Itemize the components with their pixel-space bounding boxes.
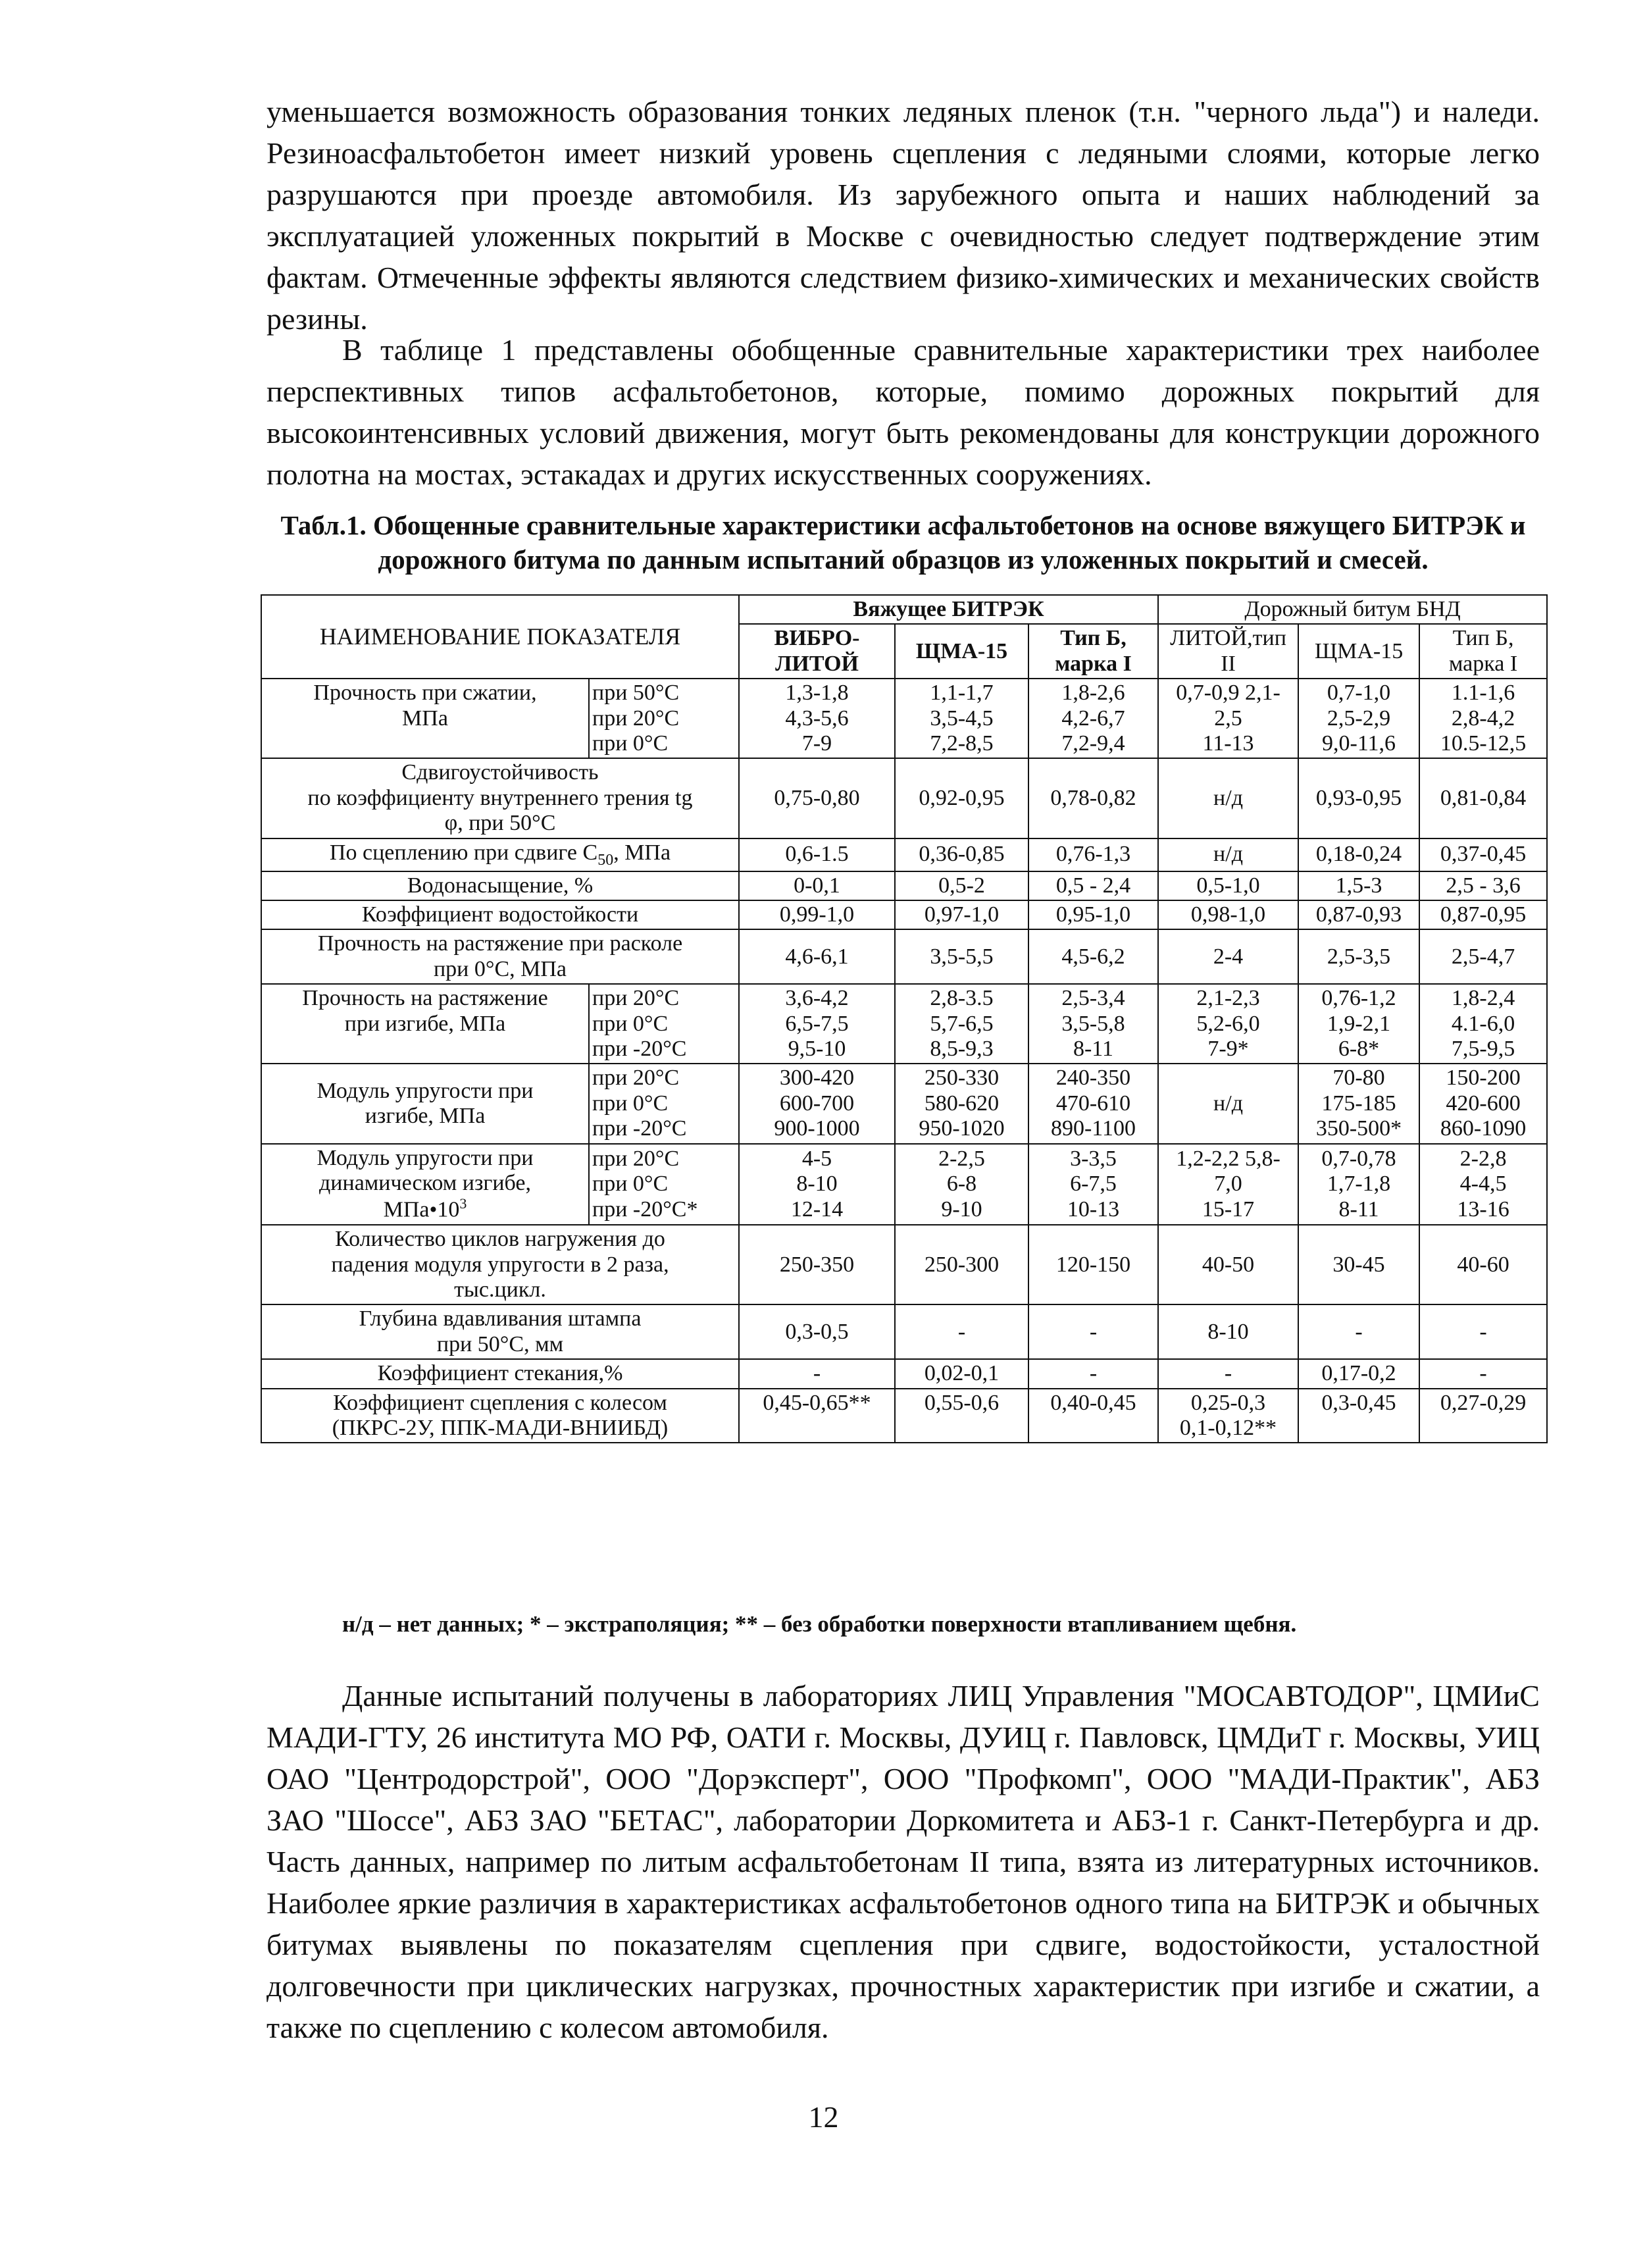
table-row <box>261 1144 1547 1225</box>
table-cell: - <box>1158 1359 1298 1388</box>
table-cell: 0,99-1,0 <box>739 900 895 929</box>
row-label: Количество циклов нагружения до падения модуля упругости в 2 раза, тыс.цикл. <box>261 1225 739 1304</box>
table-cell: 0,37-0,45 <box>1419 838 1547 871</box>
table-row <box>261 1064 1547 1143</box>
table-cell: 1,2-2,2 5,8- 7,0 15-17 <box>1158 1144 1298 1225</box>
table-cell: 300-420 600-700 900-1000 <box>739 1064 895 1143</box>
table-row <box>261 984 1547 1064</box>
table-cell: 2-2,8 4-4,5 13-16 <box>1419 1144 1547 1225</box>
table-row <box>261 758 1547 838</box>
table-cell: 150-200 420-600 860-1090 <box>1419 1064 1547 1143</box>
table-row <box>261 900 1547 929</box>
row-conditions: при 20°С при 0°С при -20°С <box>589 984 739 1064</box>
row-conditions: при 20°С при 0°С при -20°С <box>589 1064 739 1143</box>
header-shma15-bnd: ЩМА-15 <box>1298 624 1419 679</box>
table-cell: 2,5-3,5 <box>1298 929 1419 984</box>
table-cell: - <box>1028 1304 1158 1359</box>
table-cell: 0,6-1.5 <box>739 838 895 871</box>
row-label: Водонасыщение, % <box>261 871 739 900</box>
table-cell: 40-60 <box>1419 1225 1547 1304</box>
table-cell: 0,3-0,45 <box>1298 1389 1419 1443</box>
table-cell: 120-150 <box>1028 1225 1158 1304</box>
table-cell: - <box>895 1304 1028 1359</box>
row-label: По сцеплению при сдвиге $С_{50}$, МПа <box>261 838 739 871</box>
table-row <box>261 871 1547 900</box>
table-cell: 0,76-1,2 1,9-2,1 6-8* <box>1298 984 1419 1064</box>
table-cell: 1,5-3 <box>1298 871 1419 900</box>
table-cell: - <box>1298 1304 1419 1359</box>
table-cell: 0,7-1,0 2,5-2,9 9,0-11,6 <box>1298 679 1419 758</box>
table-cell: 4,5-6,2 <box>1028 929 1158 984</box>
table-cell: н/д <box>1158 758 1298 838</box>
row-label: Коэффициент сцепления с колесом (ПКРС-2У, ППК-МАДИ-ВНИИБД) <box>261 1389 739 1443</box>
paragraph-table-intro: В таблице 1 представлены обобщенные сравнительные характеристики трех наиболее перспективных типов асфальтобетонов, которые, помимо дорожных покрытий для высокоинтенсивных условий движения, могут быть рекомендованы для конструкции дорожного полотна на мостах, эстакадах и других искусственных сооружениях. <box>266 333 1540 491</box>
table-cell: 0,17-0,2 <box>1298 1359 1419 1388</box>
table-row <box>261 679 1547 758</box>
header-group-bitrek: Вяжущее БИТРЭК <box>739 595 1158 624</box>
table-cell: 0,95-1,0 <box>1028 900 1158 929</box>
row-conditions: при 50°С при 20°С при 0°С <box>589 679 739 758</box>
table-cell: 70-80 175-185 350-500* <box>1298 1064 1419 1143</box>
row-label: Прочность на растяжение при изгибе, МПа <box>261 984 589 1064</box>
table-cell: 0,98-1,0 <box>1158 900 1298 929</box>
table-cell: 3,6-4,2 6,5-7,5 9,5-10 <box>739 984 895 1064</box>
table-cell: - <box>1419 1304 1547 1359</box>
table-row <box>261 838 1547 871</box>
table-cell: 0,3-0,5 <box>739 1304 895 1359</box>
table-cell: 2,8-3.5 5,7-6,5 8,5-9,3 <box>895 984 1028 1064</box>
table-cell: 0,27-0,29 <box>1419 1389 1547 1443</box>
table-cell: - <box>1419 1359 1547 1388</box>
header-shma15: ЩМА-15 <box>895 624 1028 679</box>
table-cell: 0,5-2 <box>895 871 1028 900</box>
paragraph-intro: уменьшается возможность образования тонких ледяных пленок (т.н. "черного льда") и наледи. Резиноасфальтобетон имеет низкий уровень сцепления с ледяными слоями, которые легко разрушаются при проезде автомобиля. Из зарубежного опыта и наших наблюдений за эксплуатацией уложенных покрытий в Москве с очевидностью следует подтверждение этим фактам. Отмеченные эффекты являются следствием физико-химических и механических свойств резины. <box>266 95 1540 336</box>
table-cell: 1.1-1,6 2,8-4,2 10.5-12,5 <box>1419 679 1547 758</box>
table-cell: 0,5-1,0 <box>1158 871 1298 900</box>
table-cell: 1,8-2,6 4,2-6,7 7,2-9,4 <box>1028 679 1158 758</box>
table-cell: 3,5-5,5 <box>895 929 1028 984</box>
table-cell: 250-300 <box>895 1225 1028 1304</box>
table-cell: 1,3-1,8 4,3-5,6 7-9 <box>739 679 895 758</box>
table-cell: 0,25-0,3 0,1-0,12** <box>1158 1389 1298 1443</box>
table-cell: 8-10 <box>1158 1304 1298 1359</box>
table-cell: н/д <box>1158 1064 1298 1143</box>
row-label: Модуль упругости при динамическом изгибе, $МПа•10^3$ <box>261 1144 589 1225</box>
row-conditions: при 20°С при 0°С при -20°С* <box>589 1144 739 1225</box>
table-cell: 0,92-0,95 <box>895 758 1028 838</box>
table-cell: 0,5 - 2,4 <box>1028 871 1158 900</box>
table-cell: 0,93-0,95 <box>1298 758 1419 838</box>
comparison-table <box>261 594 1548 1443</box>
row-label: Глубина вдавливания штампа при 50°С, мм <box>261 1304 739 1359</box>
table-cell: 1,8-2,4 4.1-6,0 7,5-9,5 <box>1419 984 1547 1064</box>
table-row <box>261 1225 1547 1304</box>
table-row <box>261 1359 1547 1388</box>
table-header-row <box>261 595 1547 624</box>
row-label: Модуль упругости при изгибе, МПа <box>261 1064 589 1143</box>
header-tip-b-bnd: Тип Б, марка I <box>1419 624 1547 679</box>
table-cell: 0,40-0,45 <box>1028 1389 1158 1443</box>
header-name: НАИМЕНОВАНИЕ ПОКАЗАТЕЛЯ <box>261 595 739 679</box>
table-cell: 240-350 470-610 890-1100 <box>1028 1064 1158 1143</box>
header-litoy-tip2: ЛИТОЙ,тип II <box>1158 624 1298 679</box>
table-cell: 30-45 <box>1298 1225 1419 1304</box>
table-cell: 0,75-0,80 <box>739 758 895 838</box>
row-label: Сдвигоустойчивость по коэффициенту внутреннего трения tg φ, при 50°С <box>261 758 739 838</box>
table-cell: 2-2,5 6-8 9-10 <box>895 1144 1028 1225</box>
table-cell: 1,1-1,7 3,5-4,5 7,2-8,5 <box>895 679 1028 758</box>
table-cell: 250-350 <box>739 1225 895 1304</box>
table-cell: 250-330 580-620 950-1020 <box>895 1064 1028 1143</box>
table-cell: - <box>1028 1359 1158 1388</box>
table-cell: 0-0,1 <box>739 871 895 900</box>
row-label: Прочность при сжатии, МПа <box>261 679 589 758</box>
table-row <box>261 929 1547 984</box>
table-cell: 0,78-0,82 <box>1028 758 1158 838</box>
table-cell: 0,7-0,9 2,1- 2,5 11-13 <box>1158 679 1298 758</box>
table-row <box>261 1304 1547 1359</box>
table-cell: н/д <box>1158 838 1298 871</box>
paragraph-data-sources: Данные испытаний получены в лабораториях ЛИЦ Управления "МОСАВТОДОР", ЦМИиС МАДИ-ГТУ, 26 института МО РФ, ОАТИ г. Москвы, ДУИЦ г. Павловск, ЦМДиТ г. Москвы, УИЦ ОАО "Центродорстрой", ООО "Дорэксперт", ООО "Профкомп", ООО "МАДИ-Практик", АБЗ ЗАО "Шоссе", АБЗ ЗАО "БЕТАС", лаборатории Доркомитета и АБЗ-1 г. Санкт-Петербурга и др. Часть данных, например по литым асфальтобетонам II типа, взята из литературных источников. Наиболее яркие различия в характеристиках асфальтобетонов одного типа на БИТРЭК и обычных битумах выявлены по показателям сцепления при сдвиге, водостойкости, усталостной долговечности при циклических нагрузках, прочностных характеристик при изгибе и сжатии, а также по сцеплению с колесом автомобиля. <box>266 1679 1540 2044</box>
table-cell: 0,87-0,93 <box>1298 900 1419 929</box>
table-cell: 2,5-4,7 <box>1419 929 1547 984</box>
table-cell: 2-4 <box>1158 929 1298 984</box>
table-cell: 0,45-0,65** <box>739 1389 895 1443</box>
row-label: Коэффициент водостойкости <box>261 900 739 929</box>
table-cell: 0,02-0,1 <box>895 1359 1028 1388</box>
table-cell: 4-5 8-10 12-14 <box>739 1144 895 1225</box>
row-label: Прочность на растяжение при расколе при 0°С, МПа <box>261 929 739 984</box>
table-caption: Табл.1. Обощенные сравнительные характеристики асфальтобетонов на основе вяжущего БИТРЭК и дорожного битума по данным испытаний образцов из уложенных покрытий и смесей. <box>280 510 1526 575</box>
table-cell: 0,97-1,0 <box>895 900 1028 929</box>
table-cell: 2,5-3,4 3,5-5,8 8-11 <box>1028 984 1158 1064</box>
header-tip-b: Тип Б, марка I <box>1028 624 1158 679</box>
header-vibro-litoy: ВИБРО- ЛИТОЙ <box>739 624 895 679</box>
row-label: Коэффициент стекания,% <box>261 1359 739 1388</box>
table-cell: 0,87-0,95 <box>1419 900 1547 929</box>
page-number: 12 <box>808 2100 839 2134</box>
table-cell: 4,6-6,1 <box>739 929 895 984</box>
table-cell: 2,1-2,3 5,2-6,0 7-9* <box>1158 984 1298 1064</box>
table-cell: 0,76-1,3 <box>1028 838 1158 871</box>
table-row <box>261 1389 1547 1443</box>
table-cell: 0,7-0,78 1,7-1,8 8-11 <box>1298 1144 1419 1225</box>
table-cell: 0,81-0,84 <box>1419 758 1547 838</box>
table-cell: 0,18-0,24 <box>1298 838 1419 871</box>
table-cell: 0,55-0,6 <box>895 1389 1028 1443</box>
table-cell: 40-50 <box>1158 1225 1298 1304</box>
table-footnote: н/д – нет данных; * – экстраполяция; ** – без обработки поверхности втапливанием щебня. <box>342 1611 1297 1637</box>
header-group-bnd: Дорожный битум БНД <box>1158 595 1547 624</box>
table-cell: - <box>739 1359 895 1388</box>
table-cell: 0,36-0,85 <box>895 838 1028 871</box>
table-cell: 2,5 - 3,6 <box>1419 871 1547 900</box>
table-cell: 3-3,5 6-7,5 10-13 <box>1028 1144 1158 1225</box>
